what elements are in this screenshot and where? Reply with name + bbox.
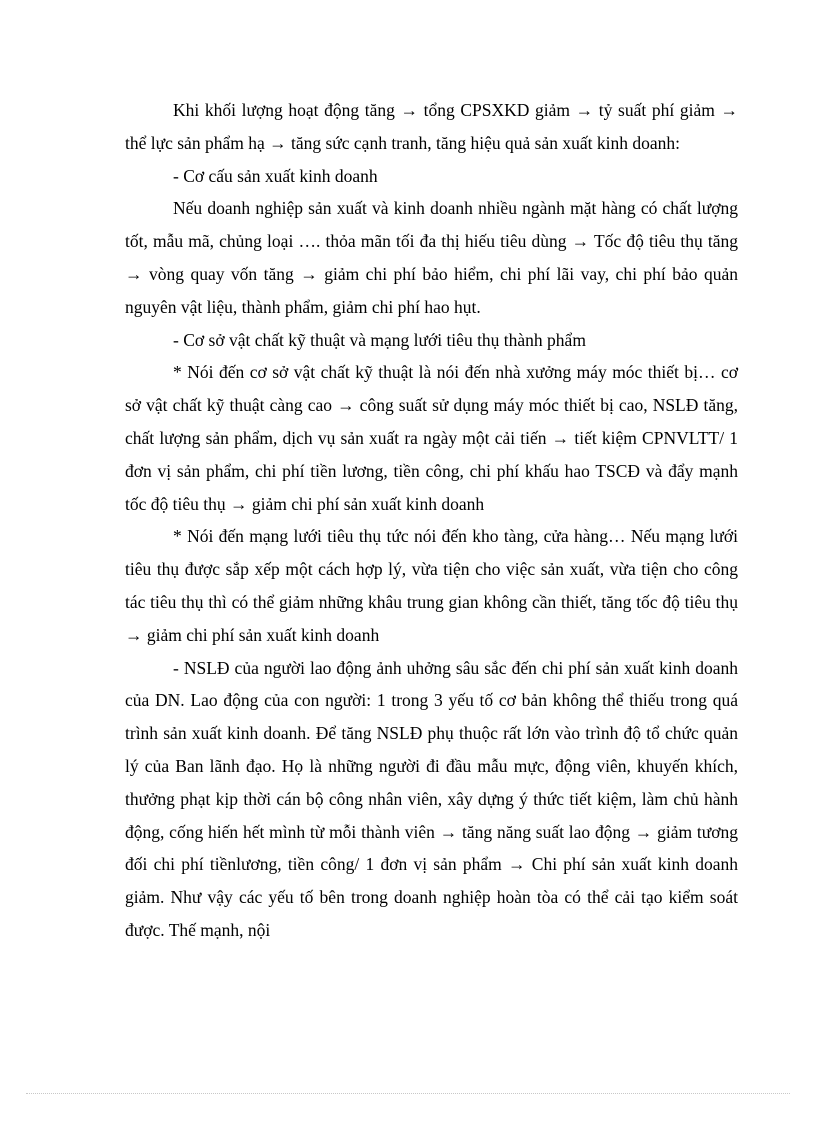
paragraph-intro: Khi khối lượng hoạt động tăng → tổng CPSXKD giảm → tỷ suất phí giảm → thể lực sản phẩm hạ → tăng sức cạnh tranh, tăng hiệu quả sản xuất kinh doanh: <box>125 100 738 153</box>
page-bottom-divider <box>26 1093 790 1094</box>
paragraph-business-structure: Nếu doanh nghiệp sản xuất và kinh doanh nhiều ngành mặt hàng có chất lượng tốt, mẫu mã, chủng loại …. thỏa mãn tối đa thị hiếu tiêu dùng → Tốc độ tiêu thụ tăng → vòng quay vốn tăng → giảm chi phí bảo hiểm, chi phí lãi vay, chi phí bảo quản nguyên vật liệu, thành phẩm, giảm chi phí hao hụt. <box>125 198 738 317</box>
paragraph-labor-productivity: - NSLĐ của người lao động ảnh uhởng sâu sắc đến chi phí sản xuất kinh doanh của DN. Lao động của con người: 1 trong 3 yếu tố cơ bản không thể thiếu trong quá trình sản xuất kinh doanh. Để tăng NSLĐ phụ thuộc rất lớn vào trình độ tổ chức quản lý của Ban lãnh đạo. Họ là những người đi đầu mẫu mực, động viên, khuyến khích, thưởng phạt kịp thời cán bộ công nhân viên, xây dựng ý thức tiết kiệm, làm chủ hành động, cống hiến hết mình từ mỗi thành viên → tăng năng suất lao động → giảm tương đối chi phí tiềnlương, tiền công/ 1 đơn vị sản phẩm → Chi phí sản xuất kinh doanh giảm. Như vậy các yếu tố bên trong doanh nghiệp hoàn tòa có thể cải tạo kiểm soát được. Thế mạnh, nội <box>125 657 738 940</box>
paragraph-distribution-network: * Nói đến mạng lưới tiêu thụ tức nói đến kho tàng, cửa hàng… Nếu mạng lưới tiêu thụ được sắp xếp một cách hợp lý, vừa tiện cho việc sản xuất, vừa tiện cho công tác tiêu thụ thì có thể giảm những khâu trung gian không cần thiết, tăng tốc độ tiêu thụ → giảm chi phí sản xuất kinh doanh <box>125 526 738 645</box>
paragraph-infrastructure: * Nói đến cơ sở vật chất kỹ thuật là nói đến nhà xưởng máy móc thiết bị… cơ sở vật chất kỹ thuật càng cao → công suất sử dụng máy móc thiết bị cao, NSLĐ tăng, chất lượng sản phẩm, dịch vụ sản xuất ra ngày một cải tiến → tiết kiệm CPNVLTT/ 1 đơn vị sản phẩm, chi phí tiền lương, tiền công, chi phí khấu hao TSCĐ và đẩy mạnh tốc độ tiêu thụ → giảm chi phí sản xuất kinh doanh <box>125 362 738 514</box>
heading-infrastructure: - Cơ sở vật chất kỹ thuật và mạng lưới tiêu thụ thành phẩm <box>173 329 586 350</box>
heading-business-structure: - Cơ cấu sản xuất kinh doanh <box>173 165 378 186</box>
body-text <box>125 94 738 947</box>
